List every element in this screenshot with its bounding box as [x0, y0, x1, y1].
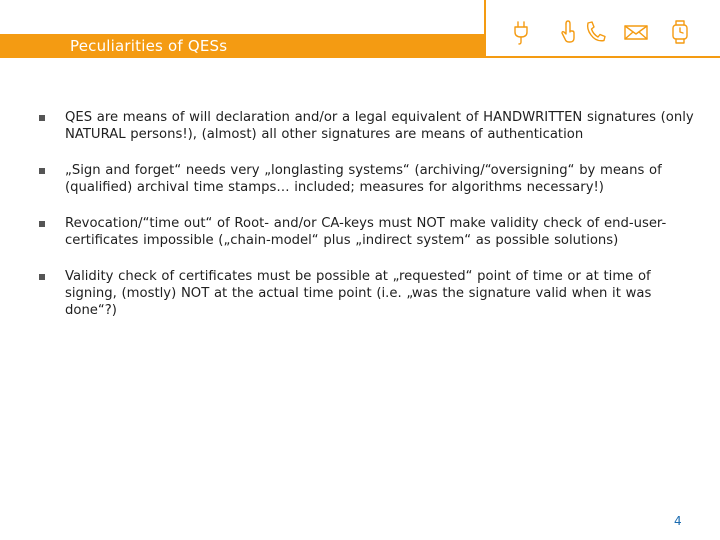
page-number: 4	[674, 514, 682, 528]
bullet-item-4	[35, 268, 705, 319]
bullet-text-3: Revocation/“time out“ of Root- and/or CA-keys must NOT make validity check of end-user-certificates impossible („chain-model“ plus „indirect system“ as possible solutions)	[65, 216, 667, 248]
phone-icon	[582, 18, 610, 46]
icon-bar	[484, 0, 720, 58]
bullet-item-1	[35, 109, 705, 143]
bullet-square-icon	[39, 115, 45, 121]
bullet-square-icon	[39, 221, 45, 227]
bullet-list	[35, 109, 705, 338]
bullet-square-icon	[39, 168, 45, 174]
title-band	[0, 0, 484, 58]
bullet-text-2: „Sign and forget“ needs very „longlasting systems“ (archiving/“oversigning“ by means of (qualified) archival time stamps… included; measures for algorithms necessary!)	[65, 163, 662, 195]
bullet-text-4: Validity check of certificates must be possible at „requested“ point of time or at time of signing, (mostly) NOT at the actual time point (i.e. „was the signature valid when it was done“?)	[65, 269, 652, 318]
bullet-item-2	[35, 162, 705, 196]
slide-title: Peculiarities of QESs	[70, 37, 228, 55]
smartwatch-icon	[666, 18, 694, 46]
plug-icon	[508, 18, 536, 46]
finger-touch-icon	[554, 18, 582, 46]
bullet-item-3	[35, 215, 705, 249]
envelope-icon	[622, 18, 650, 46]
bullet-text-1: QES are means of will declaration and/or a legal equivalent of HANDWRITTEN signatures (only NATURAL persons!), (almost) all other signatures are means of authentication	[65, 110, 694, 142]
bullet-square-icon	[39, 274, 45, 280]
